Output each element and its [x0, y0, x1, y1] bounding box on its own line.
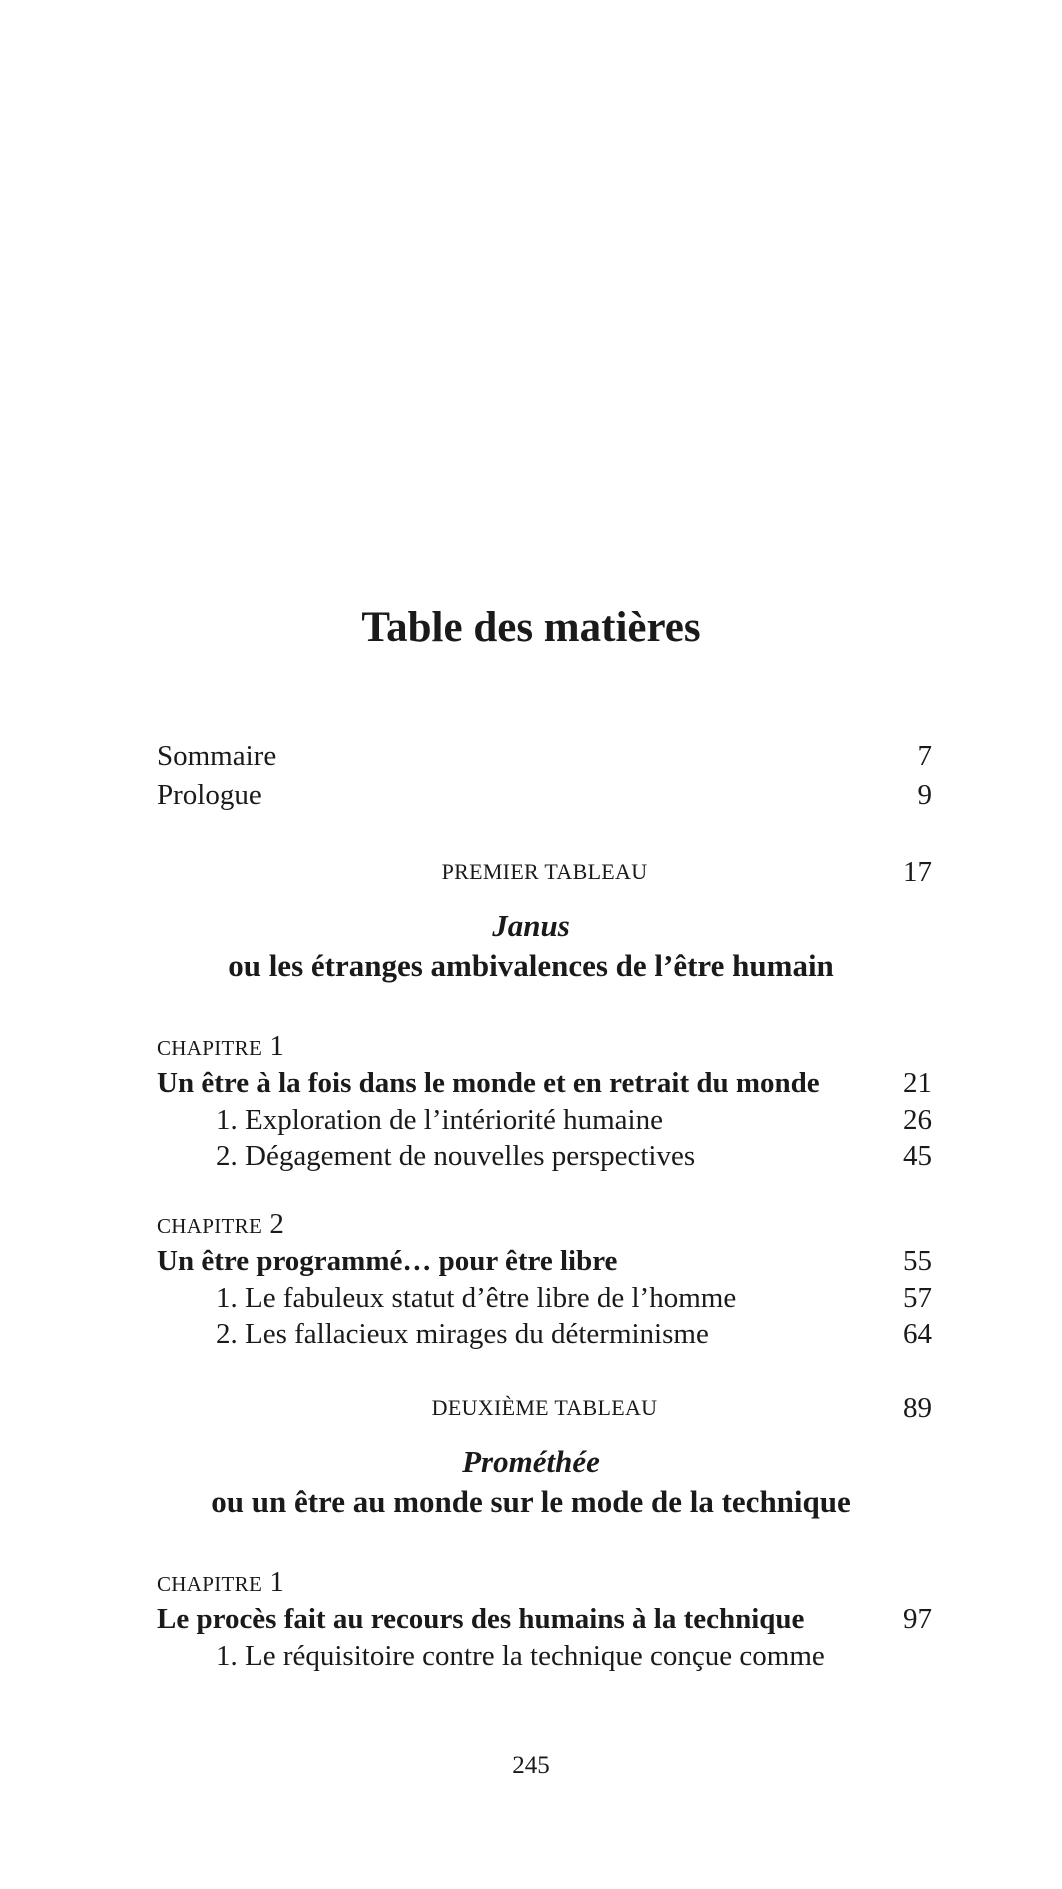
toc-tableau-2[interactable] [157, 1389, 932, 1427]
toc-entry-label: Sommaire [157, 740, 277, 772]
tableau-label: DEUXIÈME TABLEAU [431, 1395, 658, 1420]
toc-page-number: 26 [903, 1104, 932, 1136]
chapter-heading [157, 1027, 284, 1067]
toc-entry-label: Prologue [157, 779, 262, 811]
toc-page-number: 97 [903, 1603, 932, 1635]
tableau-name: Janus [492, 908, 570, 943]
chapter-word: CHAPITRE [157, 1214, 263, 1238]
toc-entry-sommaire[interactable] [157, 737, 932, 775]
toc-page-number: 57 [903, 1282, 932, 1314]
toc-page-number: 7 [917, 740, 932, 772]
toc-chapter-entry[interactable] [157, 1242, 932, 1280]
tableau-label: PREMIER TABLEAU [441, 859, 648, 884]
toc-page-number: 55 [903, 1245, 932, 1277]
tableau-name: Prométhée [462, 1444, 600, 1479]
chapter-number: 2 [269, 1208, 284, 1240]
toc-entry-label: Le procès fait au recours des humains à la technique [157, 1603, 805, 1635]
page-title: Table des matières [361, 604, 701, 651]
toc-page-number: 21 [903, 1067, 932, 1099]
toc-section-entry[interactable] [157, 1137, 932, 1175]
toc-page-number: 64 [903, 1318, 932, 1350]
tableau-subtitle: ou les étranges ambivalences de l’être humain [228, 948, 834, 983]
toc-section-entry[interactable] [157, 1315, 932, 1353]
toc-section-entry[interactable] [157, 1101, 932, 1139]
toc-page-number: 9 [917, 779, 932, 811]
toc-entry-label: 1. Exploration de l’intériorité humaine [216, 1104, 663, 1136]
toc-page-number: 89 [903, 1392, 932, 1424]
toc-entry-label: 2. Les fallacieux mirages du déterminisme [216, 1318, 709, 1350]
toc-chapter-entry[interactable] [157, 1600, 932, 1638]
chapter-heading [157, 1563, 284, 1603]
toc-entry-prologue[interactable] [157, 776, 932, 814]
chapter-number: 1 [269, 1566, 284, 1598]
toc-page-number: 45 [903, 1140, 932, 1172]
chapter-heading [157, 1205, 284, 1245]
toc-section-entry[interactable] [157, 1279, 932, 1317]
chapter-word: CHAPITRE [157, 1572, 263, 1596]
toc-tableau-1[interactable] [157, 853, 932, 891]
chapter-word: CHAPITRE [157, 1036, 263, 1060]
chapter-number: 1 [269, 1030, 284, 1062]
toc-section-entry[interactable] [157, 1637, 932, 1675]
page-number-folio: 245 [512, 1752, 550, 1779]
tableau-subtitle: ou un être au monde sur le mode de la technique [211, 1484, 851, 1519]
toc-entry-label: Un être programmé… pour être libre [157, 1245, 618, 1277]
toc-entry-label: 2. Dégagement de nouvelles perspectives [216, 1140, 696, 1172]
toc-entry-label: 1. Le fabuleux statut d’être libre de l’homme [216, 1282, 737, 1314]
toc-page-number: 17 [903, 856, 932, 888]
toc-entry-label: Un être à la fois dans le monde et en retrait du monde [157, 1067, 820, 1099]
toc-chapter-entry[interactable] [157, 1064, 932, 1102]
toc-entry-label: 1. Le réquisitoire contre la technique conçue comme [216, 1640, 825, 1672]
